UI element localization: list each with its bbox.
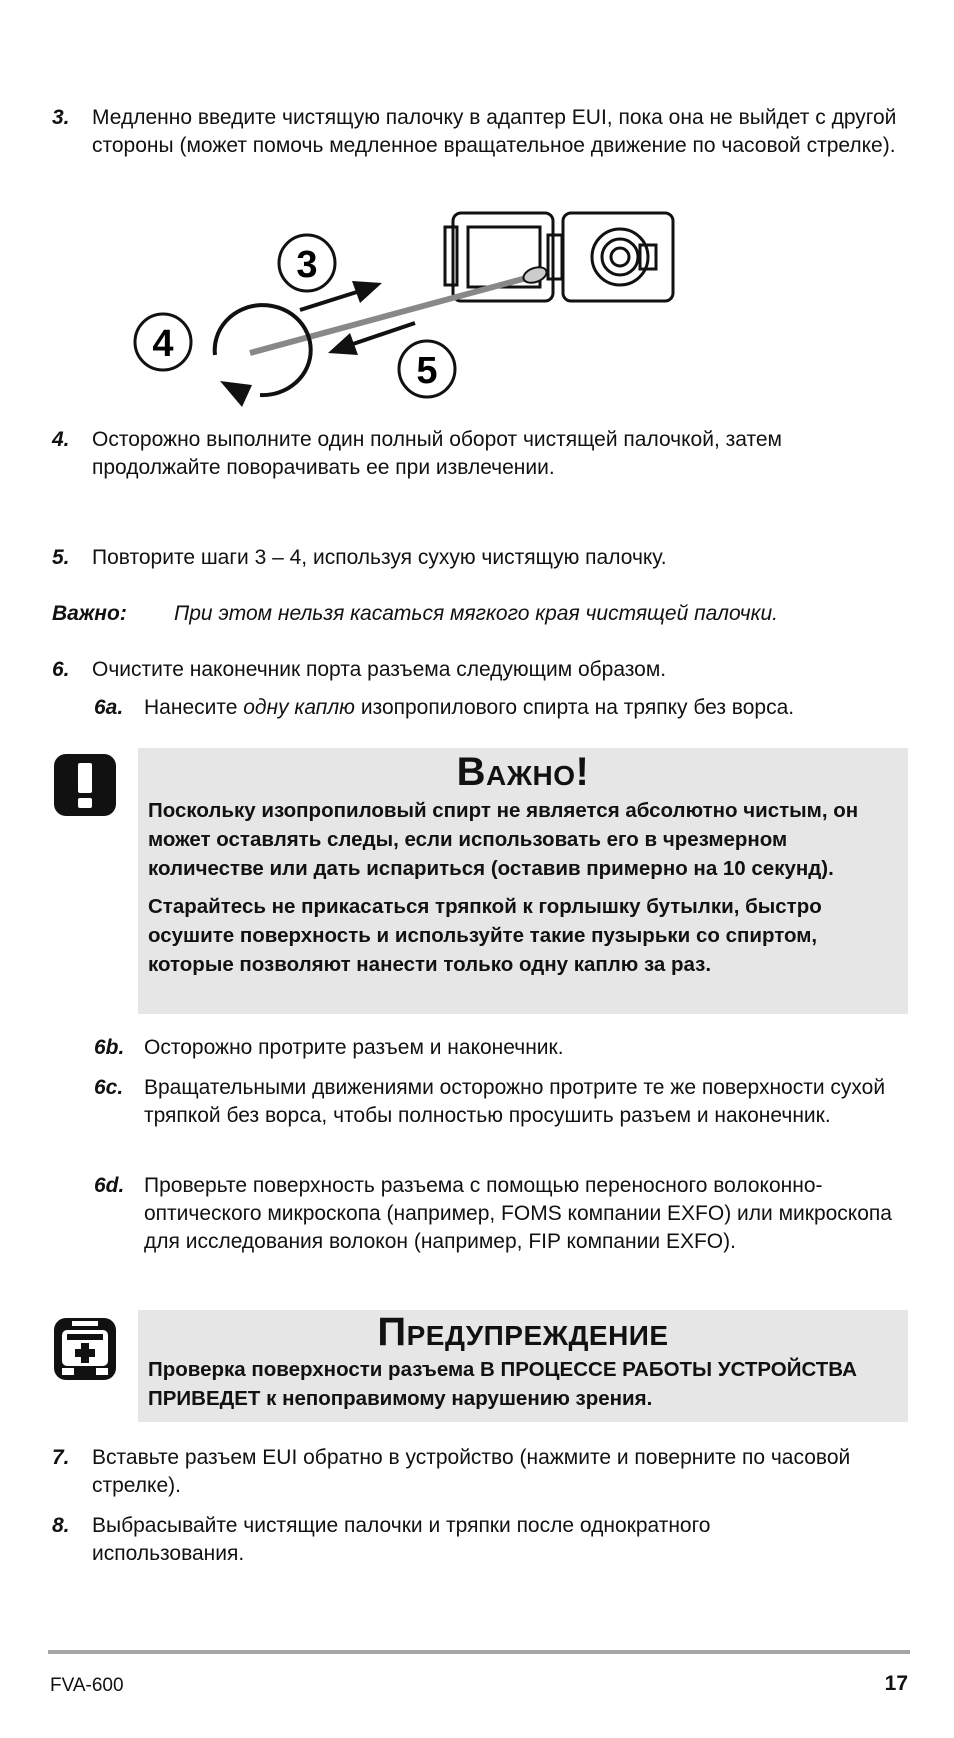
step-text: Осторожно выполните один полный оборот чистящей палочкой, затем продолжайте поворачивать ее при извлечении. <box>92 428 782 479</box>
step-number: 7. <box>52 1446 70 1469</box>
substep-text-post: изопропилового спирта на тряпку без ворса. <box>354 696 795 719</box>
footer-divider <box>48 1650 910 1654</box>
substep-text: Вращательными движениями осторожно протрите те же поверхности сухой тряпкой без ворса, чтобы полностью просушить разъем и наконечник. <box>144 1076 886 1127</box>
exclamation-icon <box>54 754 116 816</box>
step-label-5: 5 <box>416 350 438 392</box>
step-number: 4. <box>52 428 70 451</box>
important-box-paragraph-2: Старайтесь не прикасаться тряпкой к горлышку бутылки, быстро осушите поверхность и используйте такие пузырьки со спиртом, которые позволяют нанести только одну каплю за раз. <box>148 895 822 976</box>
step-text: Медленно введите чистящую палочку в адаптер EUI, пока она не выйдет с другой стороны (может помочь медленное вращательное движение по часовой стрелке). <box>92 106 897 157</box>
step-number: 6. <box>52 658 70 681</box>
page-number: 17 <box>884 1672 908 1695</box>
substep-text: Проверьте поверхность разъема с помощью переносного волоконно-оптического микроскопа (например, FOMS компании EXFO) или микроскопа для исследования волокон (например, FIP компании EXFO). <box>144 1174 892 1253</box>
substep-text <box>144 694 914 722</box>
rotation-arrow-icon <box>215 305 311 407</box>
step-text: Повторите шаги 3 – 4, используя сухую чистящую палочку. <box>92 546 667 569</box>
important-box <box>138 748 908 1014</box>
important-box-paragraph-1: Поскольку изопропиловый спирт не является абсолютно чистым, он может оставлять следы, если использовать его в чрезмерном количестве или дать испариться (оставив примерно на 10 секунд). <box>148 799 859 880</box>
substep-text-emphasis: одну каплю <box>243 696 355 719</box>
warning-box-text: Проверка поверхности разъема В ПРОЦЕССЕ РАБОТЫ УСТРОЙСТВА ПРИВЕДЕТ к непоправимому нарушению зрения. <box>148 1358 857 1410</box>
step-label-4: 4 <box>152 323 174 365</box>
important-label: Важно: <box>52 602 127 625</box>
substep-text-pre: Нанесите <box>144 696 244 719</box>
step-text: Вставьте разъем EUI обратно в устройство (нажмите и поверните по часовой стрелке). <box>92 1446 851 1497</box>
substep-text: Осторожно протрите разъем и наконечник. <box>144 1036 564 1059</box>
warning-box-title: Предупреждение <box>377 1310 669 1354</box>
warning-box <box>138 1310 908 1422</box>
substep-number: 6d. <box>94 1174 125 1197</box>
ambulance-icon <box>54 1318 116 1380</box>
cleaning-procedure-diagram <box>120 205 680 455</box>
footer-product-name: FVA-600 <box>50 1675 124 1696</box>
step-number: 8. <box>52 1514 70 1537</box>
step-text: Очистите наконечник порта разъема следующим образом. <box>92 658 667 681</box>
step-number: 3. <box>52 106 70 129</box>
substep-number: 6a. <box>94 696 124 719</box>
important-box-title: Важно! <box>456 750 590 794</box>
step-label-3: 3 <box>296 244 318 286</box>
substep-number: 6b. <box>94 1036 125 1059</box>
step-number: 5. <box>52 546 70 569</box>
step-text: Выбрасывайте чистящие палочки и тряпки после однократного использования. <box>92 1514 711 1565</box>
important-text: При этом нельзя касаться мягкого края чистящей палочки. <box>174 602 778 625</box>
substep-number: 6c. <box>94 1076 124 1099</box>
